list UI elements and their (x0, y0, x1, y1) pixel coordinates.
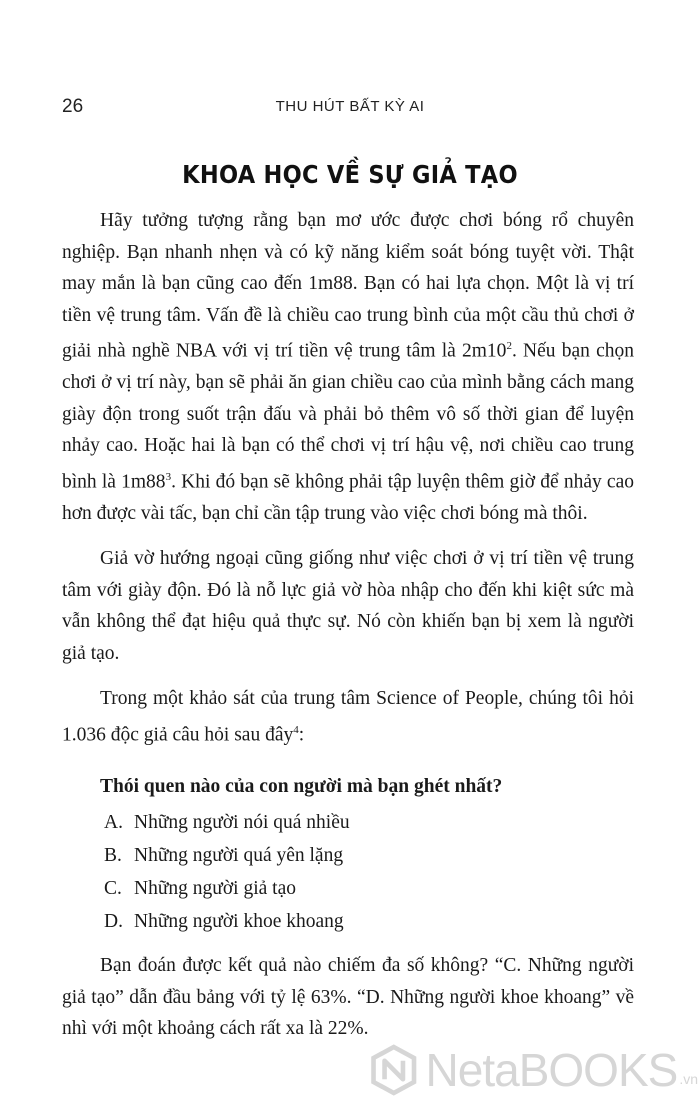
survey-option-a (62, 806, 634, 839)
option-text: Những người giả tạo (134, 878, 296, 899)
neta-logo-icon (368, 1042, 420, 1098)
paragraph-1-text-b: . Nếu bạn chọn chơi ở vị trí này, bạn sẽ phải ăn gian chiều cao của mình bằng cách mang giày độn trong suốt trận đấu và phải bỏ thêm vô số thời gian để luyện nhảy cao. Hoặc hai là bạn có thể chơi vị trí hậu vệ, nơi chiều cao trung bình là 1m88 (62, 340, 634, 492)
running-title: THU HÚT BẤT KỲ AI (275, 98, 425, 115)
paragraph-1-text-a: Hãy tưởng tượng rằng bạn mơ ước được chơi bóng rổ chuyên nghiệp. Bạn nhanh nhẹn và có kỹ năng kiểm soát bóng tuyệt vời. Thật may mắn là bạn cũng cao đến 1m88. Bạn có hai lựa chọn. Một là vị trí tiền vệ trung tâm. Vấn đề là chiều cao trung bình của một cầu thủ chơi ở giải nhà nghề NBA với vị trí tiền vệ trung tâm là 2m10 (62, 210, 634, 362)
section-heading: KHOA HỌC VỀ SỰ GIẢ TẠO (182, 160, 518, 189)
page-header (62, 96, 638, 124)
paragraph-2: Giả vờ hướng ngoại cũng giống như việc chơi ở vị trí tiền vệ trung tâm với giày độn. Đó là nỗ lực giả vờ hòa nhập cho đến khi kiệt sức mà vẫn không thể đạt hiệu quả thực sự. Nó còn khiến bạn bị xem là người giả tạo. (62, 548, 634, 664)
survey-option-b (62, 839, 634, 872)
paragraph-3-text-b: : (298, 724, 305, 745)
option-letter: B. (104, 845, 122, 866)
footnote-ref-4: 4 (293, 723, 299, 736)
page-number: 26 (62, 96, 84, 117)
survey-options (62, 806, 634, 938)
paragraph-1 (62, 205, 634, 529)
paragraph-3 (62, 683, 634, 751)
footnote-ref-2: 2 (506, 340, 512, 352)
option-text: Những người quá yên lặng (134, 845, 344, 866)
option-letter: A. (104, 812, 123, 833)
watermark-text: NetaBOOKS (425, 1044, 678, 1096)
paragraph-1-text-c: . Khi đó bạn sẽ không phải tập luyện thêm giờ để nhảy cao hơn được vài tấc, bạn chỉ cần tập trung vào việc chơi bóng mà thôi. (62, 471, 634, 524)
survey-option-d (62, 905, 634, 938)
option-letter: D. (104, 911, 123, 932)
watermark (368, 1040, 698, 1100)
paragraph-4: Bạn đoán được kết quả nào chiếm đa số không? “C. Những người giả tạo” dẫn đầu bảng với tỷ lệ 63%. “D. Những người khoe khoang” về nhì với một khoảng cách rất xa là 22%. (62, 955, 634, 1039)
option-text: Những người khoe khoang (134, 911, 344, 932)
option-text: Những người nói quá nhiều (134, 812, 350, 833)
body-text (62, 205, 634, 1059)
survey-question: Thói quen nào của con người mà bạn ghét nhất? (100, 775, 503, 797)
watermark-suffix: .vn (679, 1071, 698, 1087)
footnote-ref-3: 3 (165, 470, 172, 483)
survey-option-c (62, 872, 634, 905)
paragraph-3-text-a: Trong một khảo sát của trung tâm Science of People, chúng tôi hỏi 1.036 độc giả câu hỏi sau đây (62, 688, 634, 745)
option-letter: C. (104, 878, 122, 899)
